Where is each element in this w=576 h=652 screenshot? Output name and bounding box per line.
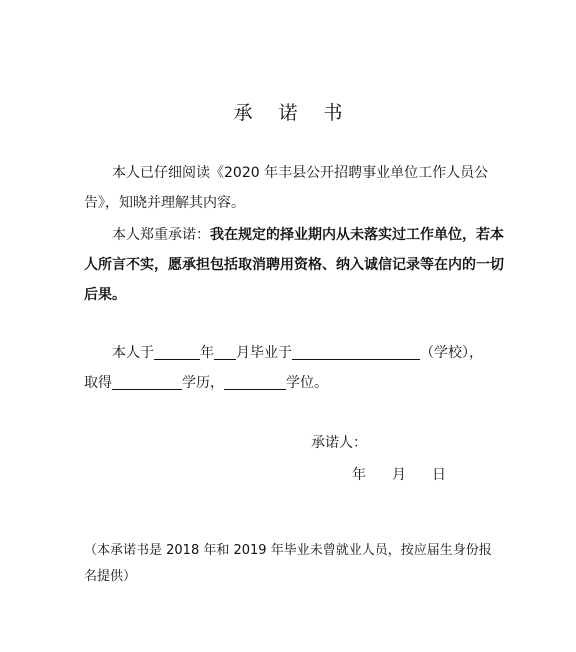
paragraph-graduation: [84, 338, 504, 398]
date-year: 年: [352, 467, 366, 483]
graduation-text-6: 学历，: [182, 375, 224, 391]
date-day: 日: [432, 467, 446, 483]
pledge-bold-text: 我在规定的择业期内从未落实过工作单位，若本人所言不实，愿承担包括取消聘用资格、纳入诚信记录等在内的一切后果。: [84, 227, 504, 303]
paragraph-notice: 本人已仔细阅读《2020 年丰县公开招聘事业单位工作人员公告》，知晓并理解其内容。: [84, 165, 489, 211]
graduation-text-2: 年: [200, 345, 214, 361]
blank-school[interactable]: [292, 343, 420, 360]
blank-year[interactable]: [154, 343, 200, 360]
graduation-text-7: 学位。: [286, 375, 328, 391]
blank-education[interactable]: [112, 373, 182, 390]
graduation-text-4: （学校），: [420, 345, 483, 361]
graduation-text-3: 月毕业于: [236, 345, 292, 361]
graduation-text-5: 取得: [84, 375, 112, 391]
footnote: （本承诺书是 2018 年和 2019 年毕业未曾就业人员，按应届生身份报名提供）: [84, 543, 492, 584]
blank-degree[interactable]: [224, 373, 286, 390]
pledge-lead: 本人郑重承诺：: [112, 227, 210, 243]
graduation-line-2: [84, 368, 504, 398]
date-month: 月: [392, 467, 406, 483]
paragraph-pledge: [84, 220, 504, 310]
graduation-text-1: 本人于: [112, 345, 154, 361]
signature-label: 承诺人：: [311, 435, 367, 451]
blank-month[interactable]: [214, 343, 236, 360]
date-line: [352, 464, 446, 484]
graduation-line-1: [84, 338, 504, 368]
page-title: 承 诺 书: [233, 102, 353, 124]
